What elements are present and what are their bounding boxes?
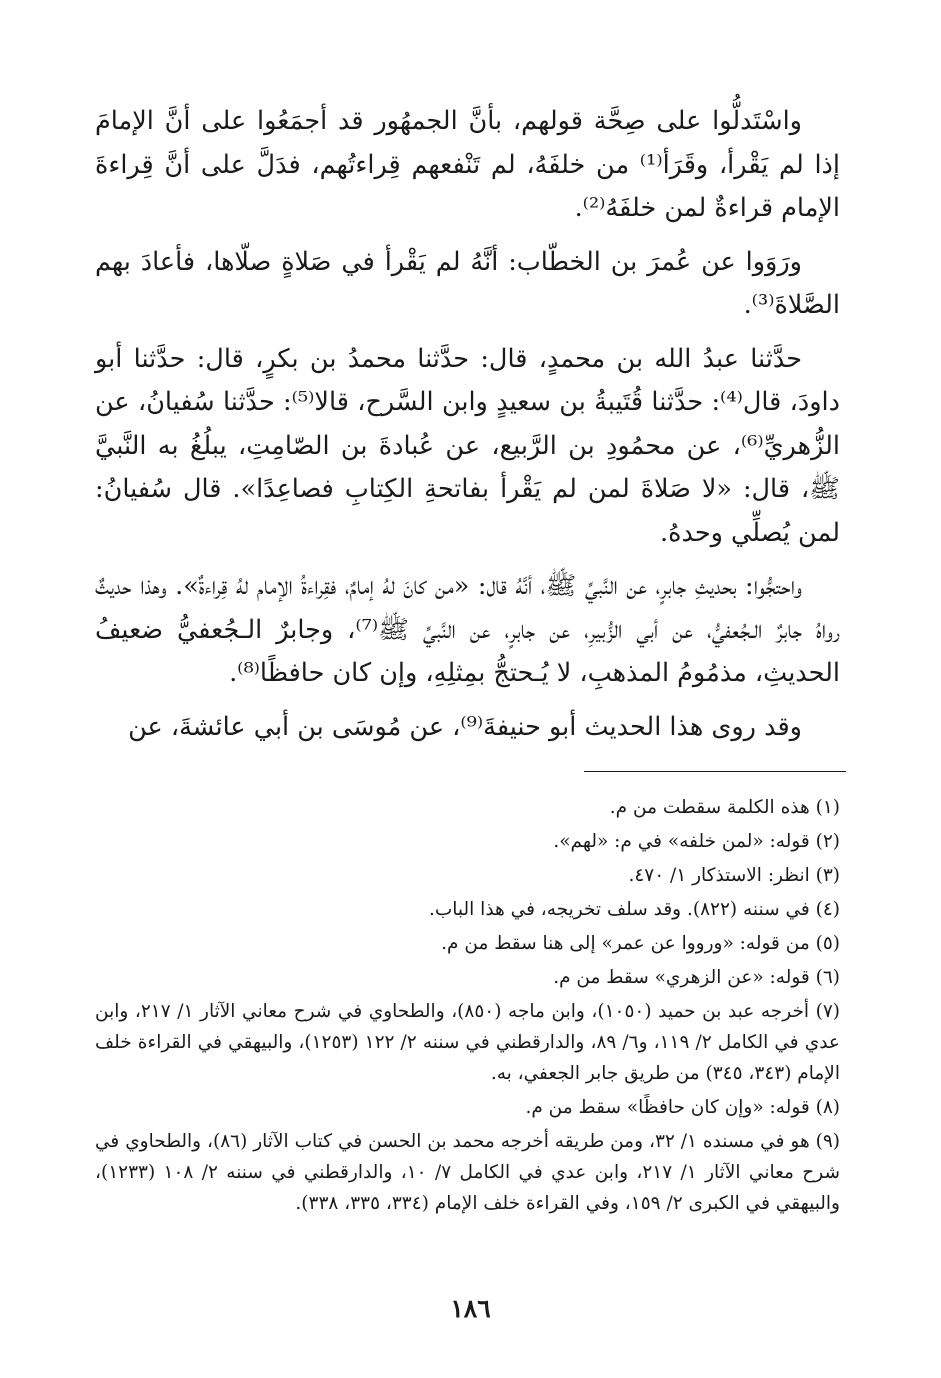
footnote-2: (٢) قوله: «لمن خلفه» في م: «لهم». (553, 831, 840, 852)
main-text (95, 100, 840, 749)
main-text-block (95, 100, 840, 759)
footnote-6: (٦) قوله: «عن الزهري» سقط من م. (553, 967, 840, 988)
paragraph-1: واسْتَدلُّوا على صِحَّة قولهم، بأنَّ الجمهُور قد أجمَعُوا على أنَّ الإمامَ إذا لم يَقْرأ، وقَرَأ⁽¹⁾ من خلفَهُ، لم تَنْفعهم قِراءتُهم، فدَلَّ على أنَّ قِراءةَ الإمام قراءةٌ لمن خلفَهُ⁽²⁾. (95, 106, 841, 223)
paragraph-3: حدَّثنا عبدُ الله بن محمدٍ، قال: حدَّثنا محمدُ بن بكرٍ، قال: حدَّثنا أبو داودَ، قال⁽⁴⁾: حدَّثنا قُتَيبةُ بن سعيدٍ وابن السَّرح، قالا⁽⁵⁾: حدَّثنا سُفيانُ، عن الزُّهريِّ⁽⁶⁾، عن محمُودِ بن الرَّبيع، عن عُبادةَ بن الصّامِتِ، يبلُغُ به النَّبيَّ ﷺ، قال: «لا صَلاةَ لمن لم يَقْرأ بفاتحةِ الكِتابِ فصاعِدًا». قال سُفيانُ: لمن يُصلِّي وحدهُ. (95, 343, 840, 548)
footnote-5: (٥) من قوله: «ورووا عن عمر» إلى هنا سقط من م. (441, 933, 840, 954)
paragraph-2: ورَوَوا عن عُمرَ بن الخطّاب: أنَّهُ لم يَقْرأ في صَلاةٍ صلّاها، فأعادَ بهم الصَّلاةَ⁽³⁾. (95, 246, 840, 320)
paragraph-5: وقد روى هذا الحديث أبو حنيفةَ⁽⁹⁾، عن مُوسَى بن أبي عائشةَ، عن (128, 711, 802, 742)
footnote-3: (٣) انظر: الاستذكار ١/ ٤٧٠. (628, 865, 840, 886)
footnote-7: (٧) أخرجه عبد بن حميد (١٠٥٠)، وابن ماجه (٨٥٠)، والطحاوي في شرح معاني الآثار ١/ ٢١٧، وابن عدي في الكامل ٢/ ١١٩، و٦/ ٨٩، والدارقطني في سننه ٢/ ١٢٢ (١٢٥٣)، والبيهقي في القراءة خلف الإمام (٣٤٣، ٣٤٥) من طريق جابر الجعفي، به. (95, 1001, 840, 1084)
page-number: ١٨٦ (450, 1294, 491, 1323)
footnote-9: (٩) هو في مسنده ١/ ٣٢، ومن طريقه أخرجه محمد بن الحسن في كتاب الآثار (٨٦)، والطحاوي في شرح معاني الآثار ١/ ٢١٧، وابن عدي في الكامل ٧/ ١٠، والدارقطني في سننه ٢/ ١٠٨ (١٢٣٣)، والبيهقي في الكبرى ٢/ ١٥٩، وفي القراءة خلف الإمام (٣٣٤، ٣٣٥، ٣٣٨). (95, 1131, 841, 1214)
footnotes (95, 792, 840, 1222)
footnote-8: (٨) قوله: «وإن كان حافظًا» سقط من م. (525, 1097, 840, 1118)
footnote-4: (٤) في سننه (٨٢٢). وقد سلف تخريجه، في هذا الباب. (429, 899, 840, 920)
paragraph-4: واحتجُّوا: بحديثِ جابرٍ، عن النَّبيِّ ﷺ، أنَّهُ قال: «من كانَ لهُ إمامٌ، فقِراءةُ الإمام لهُ قِراءةٌ». وهذا حديثٌ رواهُ جابرٌ الـجُعفيُّ، عن أبي الزُّبيرِ، عن جابرٍ، عن النَّبيِّ ﷺ⁽⁷⁾، وجابرٌ الـجُعفيُّ ضعيفُ الحديثِ، مذمُومُ المذهبِ، لا يُـحتجُّ بمِثلِهِ، وإن كان حافظًا⁽⁸⁾. (95, 571, 840, 688)
footnote-1: (١) هذه الكلمة سقطت من م. (609, 797, 840, 818)
footnote-divider (584, 771, 846, 772)
